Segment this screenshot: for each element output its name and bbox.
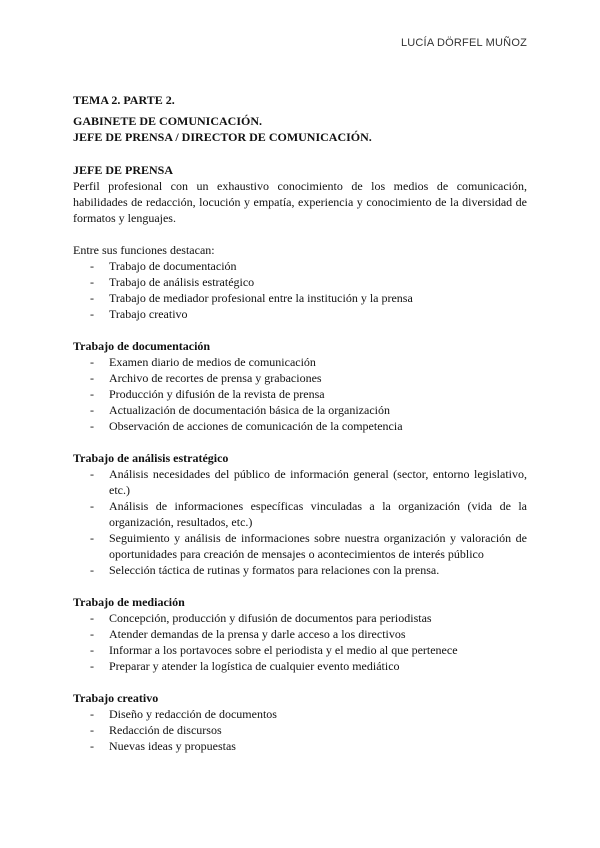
dash: - (90, 387, 94, 401)
list-item (73, 562, 527, 578)
item-text: Análisis necesidades del público de información general (sector, entorno legislativo, etc.) (109, 467, 527, 497)
item-text: Selección táctica de rutinas y formatos para relaciones con la prensa. (109, 563, 440, 577)
list-item (73, 530, 527, 562)
item-text: Preparar y atender la logística de cualquier evento mediático (109, 659, 400, 673)
list-item (73, 306, 527, 322)
analisis-section (73, 450, 527, 578)
list-item (73, 402, 527, 418)
author-header: LUCÍA DÖRFEL MUÑOZ (400, 37, 527, 49)
dash: - (90, 707, 94, 721)
list-item (73, 274, 527, 290)
analisis-list (73, 466, 527, 578)
mediacion-heading: Trabajo de mediación (73, 595, 185, 609)
list-item (73, 290, 527, 306)
list-item (73, 658, 527, 674)
analisis-heading: Trabajo de análisis estratégico (73, 451, 229, 465)
dash: - (90, 643, 94, 657)
list-item (73, 706, 527, 722)
jefe-paragraph: Perfil profesional con un exhaustivo conocimiento de los medios de comunicación, habilidades de redacción, locución y empatía, experiencia y conocimiento de la diversidad de formatos y lenguajes. (73, 179, 527, 225)
item-text: Informar a los portavoces sobre el periodista y el medio al que pertenece (109, 643, 458, 657)
item-text: Archivo de recortes de prensa y grabaciones (109, 371, 322, 385)
functions-list (73, 258, 527, 322)
list-item (73, 466, 527, 498)
functions-intro: Entre sus funciones destacan: (73, 243, 215, 257)
item-text: Seguimiento y análisis de informaciones sobre nuestra organización y valoración de oportunidades para creación de mensajes o acontecimientos de interés público (109, 531, 527, 561)
dash: - (90, 371, 94, 385)
creativo-heading: Trabajo creativo (73, 691, 159, 705)
list-item (73, 642, 527, 658)
item-text: Nuevas ideas y propuestas (109, 739, 236, 753)
creativo-list (73, 706, 527, 754)
list-item (73, 498, 527, 530)
dash: - (90, 275, 94, 289)
documentacion-section (73, 338, 527, 434)
dash: - (90, 291, 94, 305)
list-item (73, 354, 527, 370)
dash: - (90, 259, 94, 273)
mediacion-list (73, 610, 527, 674)
creativo-section (73, 690, 527, 754)
item-text: Actualización de documentación básica de la organización (109, 403, 390, 417)
item-text: Trabajo de mediador profesional entre la institución y la prensa (109, 291, 413, 305)
item-text: Producción y difusión de la revista de prensa (109, 387, 325, 401)
item-text: Análisis de informaciones específicas vinculadas a la organización (vida de la organización, resultados, etc.) (109, 499, 527, 529)
item-text: Examen diario de medios de comunicación (109, 355, 316, 369)
item-text: Trabajo creativo (109, 307, 188, 321)
dash: - (90, 531, 94, 545)
documentacion-heading: Trabajo de documentación (73, 339, 211, 353)
dash: - (90, 627, 94, 641)
dash: - (90, 499, 94, 513)
dash: - (90, 355, 94, 369)
section-title-2: JEFE DE PRENSA / DIRECTOR DE COMUNICACIÓN. (73, 130, 372, 144)
item-text: Diseño y redacción de documentos (109, 707, 277, 721)
item-text: Trabajo de análisis estratégico (109, 275, 255, 289)
dash: - (90, 467, 94, 481)
list-item (73, 258, 527, 274)
dash: - (90, 611, 94, 625)
item-text: Trabajo de documentación (109, 259, 237, 273)
mediacion-section (73, 594, 527, 674)
documentacion-list (73, 354, 527, 434)
list-item (73, 610, 527, 626)
dash: - (90, 563, 94, 577)
item-text: Observación de acciones de comunicación de la competencia (109, 419, 403, 433)
list-item (73, 626, 527, 642)
jefe-heading: JEFE DE PRENSA (73, 163, 174, 177)
dash: - (90, 723, 94, 737)
jefe-section (73, 162, 527, 322)
dash: - (90, 307, 94, 321)
item-text: Atender demandas de la prensa y darle acceso a los directivos (109, 627, 406, 641)
list-item (73, 370, 527, 386)
section-title-1: GABINETE DE COMUNICACIÓN. (73, 114, 263, 128)
list-item (73, 738, 527, 754)
topic-title: TEMA 2. PARTE 2. (73, 93, 175, 107)
list-item (73, 386, 527, 402)
item-text: Concepción, producción y difusión de documentos para periodistas (109, 611, 432, 625)
dash: - (90, 739, 94, 753)
dash: - (90, 403, 94, 417)
item-text: Redacción de discursos (109, 723, 222, 737)
dash: - (90, 659, 94, 673)
list-item (73, 722, 527, 738)
dash: - (90, 419, 94, 433)
list-item (73, 418, 527, 434)
